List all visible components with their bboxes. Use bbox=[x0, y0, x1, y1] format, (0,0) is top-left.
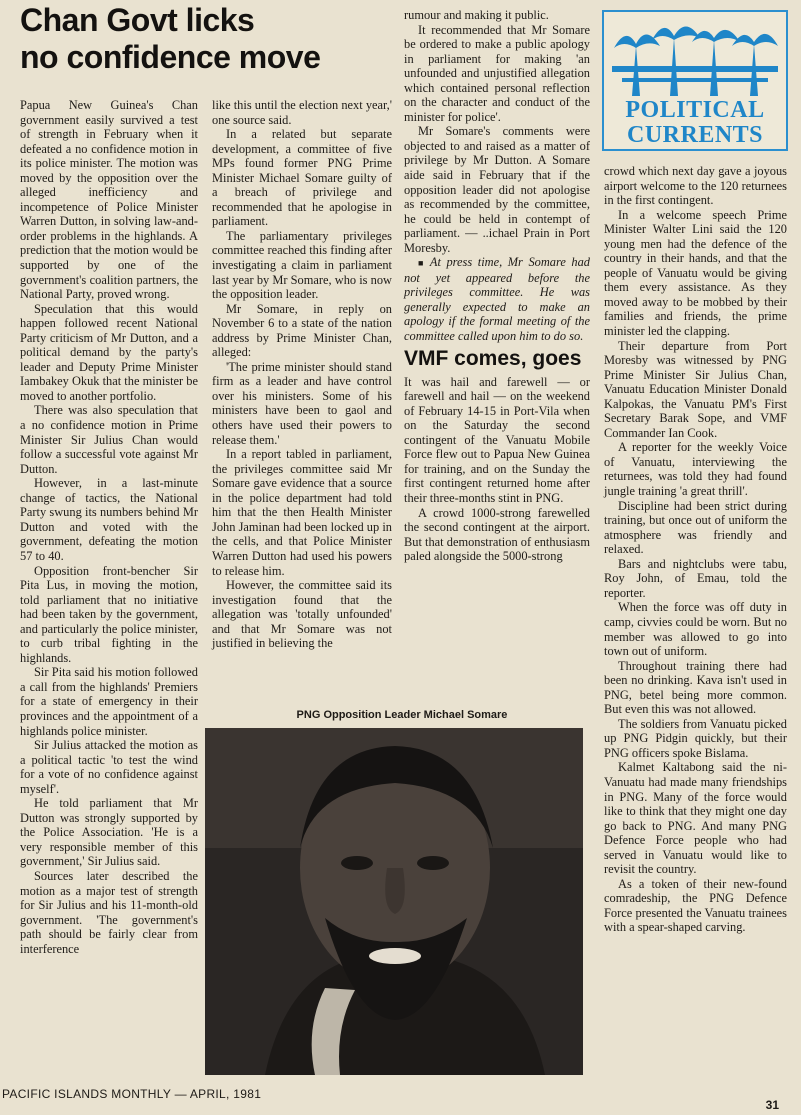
paragraph: Papua New Guinea's Chan government easily survived a test of strength in February when it defeated a no confidence motion in its police minister. The motion was moved by the opposition over the alleged inefficiency and incompetence of Police Minister Warren Dutton, in solving law-and-order problems in the highlands. A prediction that the motion would be supported by one of the government's coalition partners, the National Party, proved wrong. bbox=[20, 98, 198, 302]
paragraph: Mr Somare, in reply on November 6 to a state of the nation address by Prime Minister Chan, alleged: bbox=[212, 301, 392, 360]
article-column-4 bbox=[604, 164, 787, 935]
photo-caption: PNG Opposition Leader Michael Somare bbox=[296, 709, 508, 721]
press-time-note-text: At press time, Mr Somare had not yet appeared before the privileges committee. He was generally expected to make an apology if the formal meeting of the committee called upon him to do so. bbox=[404, 255, 590, 344]
paragraph: like this until the election next year,' one source said. bbox=[212, 98, 392, 127]
logo-line-1: POLITICAL bbox=[625, 97, 765, 123]
paragraph: 'The prime minister should stand firm as a leader and have control over his ministers. Some of his ministers have been to gaol and others have used their powers to release them.' bbox=[212, 359, 392, 447]
paragraph: However, in a last-minute change of tactics, the National Party swung its numbers behind Mr Dutton and voted with the government, defeating the motion 57 to 40. bbox=[20, 476, 198, 563]
paragraph: Speculation that this would happen followed recent National Party criticism of Mr Dutton, and a political demand by the party's leader and Deputy Prime Minister Iambakey Okuk that the minister be moved to another portfolio. bbox=[20, 301, 198, 403]
paragraph: In a welcome speech Prime Minister Walter Lini said the 120 young men had the defence of the country in their hands, and that the people of Vanuatu would be giving them every assistance. As they moved away to be mobbed by their families and friends, the prime minister led the clapping. bbox=[604, 207, 787, 339]
paragraph: When the force was off duty in camp, civvies could be worn. But no member was allowed to go into town out of uniform. bbox=[604, 600, 787, 659]
paragraph: Throughout training there had been no drinking. Kava isn't used in PNG, betel being more common. But even this was not allowed. bbox=[604, 658, 787, 717]
portrait-photo bbox=[205, 728, 583, 1075]
paragraph: The parliamentary privileges committee reached this finding after investigating a claim in parliament last year by Mr Somare, who is now the opposition leader. bbox=[212, 228, 392, 302]
paragraph: rumour and making it public. bbox=[404, 8, 549, 22]
portrait-image bbox=[205, 728, 583, 1075]
paragraph: Kalmet Kaltabong said the ni-Vanuatu had made many friendships in PNG. Many of the force would like to think that they might one day go back to PNG. And many PNG Defence Force people who had served in Vanuatu would like to revisit the country. bbox=[604, 760, 787, 877]
paragraph: He told parliament that Mr Dutton was strongly supported by the Police Association. 'He is a very responsible member of this government,' Sir Julius said. bbox=[20, 796, 198, 869]
paragraph: In a related but separate development, a committee of five MPs found former PNG Prime Minister Michael Somare guilty of a breach of privilege and recommended that he apologise in parliament. bbox=[212, 127, 392, 229]
article-column-3 bbox=[404, 8, 590, 564]
paragraph: Bars and nightclubs were tabu, Roy John, of Emau, told the reporter. bbox=[604, 556, 787, 600]
paragraph: Mr Somare's comments were objected to and raised as a matter of privilege by Mr Dutton. A Somare aide said in February that if the opposition leader did not apologise as recommended by the committee, he could be held in contempt of parliament. — ..ichael Prain in Port Moresby. bbox=[404, 124, 590, 255]
political-currents-logo bbox=[602, 10, 788, 151]
paragraph: There was also speculation that a no confidence motion in Prime Minister Sir Julius Chan would follow a successful vote against Mr Dutton. bbox=[20, 403, 198, 476]
paragraph: Discipline had been strict during training, but once out of uniform the atmosphere was friendly and relaxed. bbox=[604, 498, 787, 557]
paragraph: Sources later described the motion as a major test of strength for Sir Julius and his 11-month-old government. 'The government's path should be fairly clear from interference bbox=[20, 868, 198, 956]
article-column-1 bbox=[20, 98, 198, 956]
paragraph: Their departure from Port Moresby was witnessed by PNG Prime Minister Sir Julius Chan, Vanuatu Education Minister Donald Kalpokas, the Vanuatu PM's First Secretary Barak Sope, and VMF Commander Ian Cook. bbox=[604, 338, 787, 440]
paragraph: Sir Julius attacked the motion as a political tactic 'to test the wind for a vote of no confidence against myself'. bbox=[20, 738, 198, 796]
vmf-subhead: VMF comes, goes bbox=[404, 346, 582, 370]
paragraph: As a token of their new-found comradeship, the PNG Defence Force presented the Vanuatu trainees with a spear-shaped carving. bbox=[604, 876, 787, 935]
headline-line-1: Chan Govt licks bbox=[20, 2, 255, 38]
paragraph: It was hail and farewell — or farewell and hail — on the weekend of February 14-15 in Port-Vila when on the Saturday the second contingent of the Vanuatu Mobile Force flew out to Papua New Guinea for training, and on the Sunday the first contingent returned home after their three-months stint in PNG. bbox=[404, 374, 590, 505]
page-number: 31 bbox=[765, 1098, 779, 1112]
paragraph: crowd which next day gave a joyous airport welcome to the 120 returnees in the first contingent. bbox=[604, 164, 787, 208]
press-time-note bbox=[404, 255, 590, 343]
paragraph: Sir Pita said his motion followed a call from the highlands' Premiers for a state of emergency in their provinces and the appointment of a highlands police minister. bbox=[20, 665, 198, 738]
paragraph: However, the committee said its investigation found that the allegation was 'totally unfounded' and that Mr Somare was not justified in believing the bbox=[212, 578, 392, 651]
publication-footer: PACIFIC ISLANDS MONTHLY — APRIL, 1981 bbox=[2, 1087, 262, 1101]
paragraph: The soldiers from Vanuatu picked up PNG Pidgin quickly, but their PNG officers spoke Bislama. bbox=[604, 716, 787, 760]
paragraph: It recommended that Mr Somare be ordered to make a public apology in parliament for making 'an unfounded and unjustified allegation which contained personal reflection on the character and conduct of the minister for police'. bbox=[404, 22, 590, 124]
palm-trees-icon bbox=[612, 18, 778, 96]
paragraph: Opposition front-bencher Sir Pita Lus, in moving the motion, told parliament that no initiative had been taken by the government, and particularly the police minister, to curb tribal fighting in the highlands. bbox=[20, 563, 198, 665]
paragraph: In a report tabled in parliament, the privileges committee said Mr Somare gave evidence that a source in the police department had told him that the then Health Minister John Jaminan had been locked up in the cells, and that Police Minister Warren Dutton had used his powers to release him. bbox=[212, 447, 392, 578]
logo-line-2: CURRENTS bbox=[626, 122, 764, 148]
paragraph: A crowd 1000-strong farewelled the second contingent at the airport. But that demonstration of enthusiasm paled alongside the 5000-strong bbox=[404, 505, 590, 564]
article-column-2 bbox=[212, 98, 392, 651]
headline-line-2: no confidence move bbox=[20, 39, 321, 75]
headline bbox=[20, 2, 410, 76]
square-bullet-icon: ■ bbox=[418, 258, 426, 269]
paragraph: A reporter for the weekly Voice of Vanuatu, interviewing the returnees, was told they had found jungle training 'a great thrill'. bbox=[604, 440, 787, 499]
